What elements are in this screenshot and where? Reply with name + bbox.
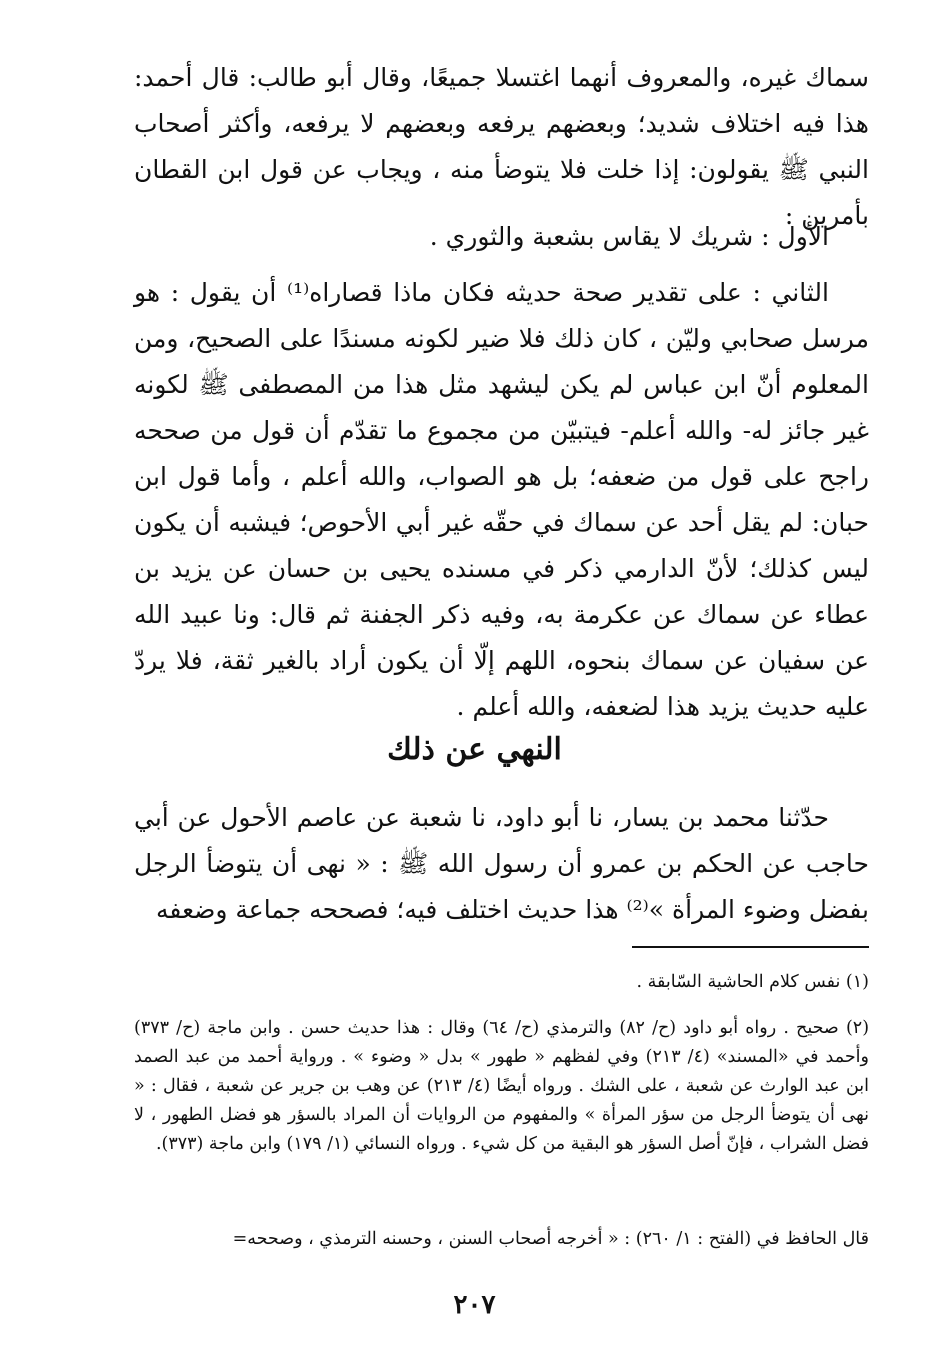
footnote-2: (٢) صحيح . رواه أبو داود (ح/ ٨٢) والترمذي (ح/ ٦٤) وقال : هذا حديث حسن . وابن ماجة (ح/ ٣٧٣) وأحمد في «المسند» (٤/ ٢١٣) وفي لفظهم « طهور » بدل « وضوء » . ورواية أحمد من عبد الصمد ابن عبد الوارث عن شعبة ، على الشك . ورواه أيضًا (٤/ ٢١٣) عن وهب بن جرير عن شعبة ، فقال : « نهى أن يتوضأ الرجل من سؤر المرأة » والمفهوم من الروايات أن المراد بالسؤر هو فضل الطهور ، لا فضل الشراب ، فإنّ أصل السؤر هو البقية من كل شيء . ورواه النسائي (١/ ١٧٩) وابن ماجة (٣٧٣).: [134, 1018, 870, 1154]
footnote-3: قال الحافظ في (الفتح : ١/ ٢٦٠) : « أخرجه أصحاب السنن ، وحسنه الترمذي ، وصححه=: [232, 1229, 869, 1249]
footnote-1: (١) نفس كلام الحاشية السّابقة .: [636, 972, 869, 992]
paragraph-2: الأول : شريك لا يقاس بشعبة والثوري .: [429, 222, 829, 251]
paragraph-1: سماك غيره، والمعروف أنهما اغتسلا جميعًا، وقال أبو طالب: قال أحمد: هذا فيه اختلاف شديد؛ وبعضهم يرفعه وبعضهم لا يرفعه، وأكثر أصحاب النبي ﷺ يقولون: إذا خلت فلا يتوضأ منه ، ويجاب عن قول ابن القطان بأمرين :: [134, 63, 869, 230]
page-number: ٢٠٧: [453, 1290, 496, 1320]
paragraph-4: حدّثنا محمد بن يسار، نا أبو داود، نا شعبة عن عاصم الأحول عن أبي حاجب عن الحكم بن عمرو أن رسول الله ﷺ : « نهى أن يتوضأ الرجل بفضل وضوء المرأة »⁽²⁾ هذا حديث اختلف فيه؛ فصححه جماعة وضعفه: [134, 803, 869, 924]
paragraph-3: الثاني : على تقدير صحة حديثه فكان ماذا قصاراه⁽¹⁾ أن يقول : هو مرسل صحابي وليّن ، كان ذلك فلا ضير لكونه مسندًا على الصحيح، ومن المعلوم أنّ ابن عباس لم يكن ليشهد مثل هذا من المصطفى ﷺ لكونه غير جائز له- والله أعلم- فيتبيّن من مجموع ما تقدّم أن قول من صححه راجح على قول من ضعفه؛ بل هو الصواب، والله أعلم ، وأما قول ابن حبان: لم يقل أحد عن سماك في حقّه غير أبي الأحوص؛ فيشبه أن يكون ليس كذلك؛ لأنّ الدارمي ذكر في مسنده يحيى بن حسان عن يزيد بن عطاء عن سماك عن عكرمة به، وفيه ذكر الجفنة ثم قال: ونا عبيد الله عن سفيان عن سماك بنحوه، اللهم إلّا أن يكون أراد بالغير ثقة، فلا يردّ عليه حديث يزيد هذا لضعفه، والله أعلم .: [134, 278, 869, 721]
section-heading: النهي عن ذلك: [387, 732, 562, 767]
footnote-divider: [632, 946, 869, 948]
